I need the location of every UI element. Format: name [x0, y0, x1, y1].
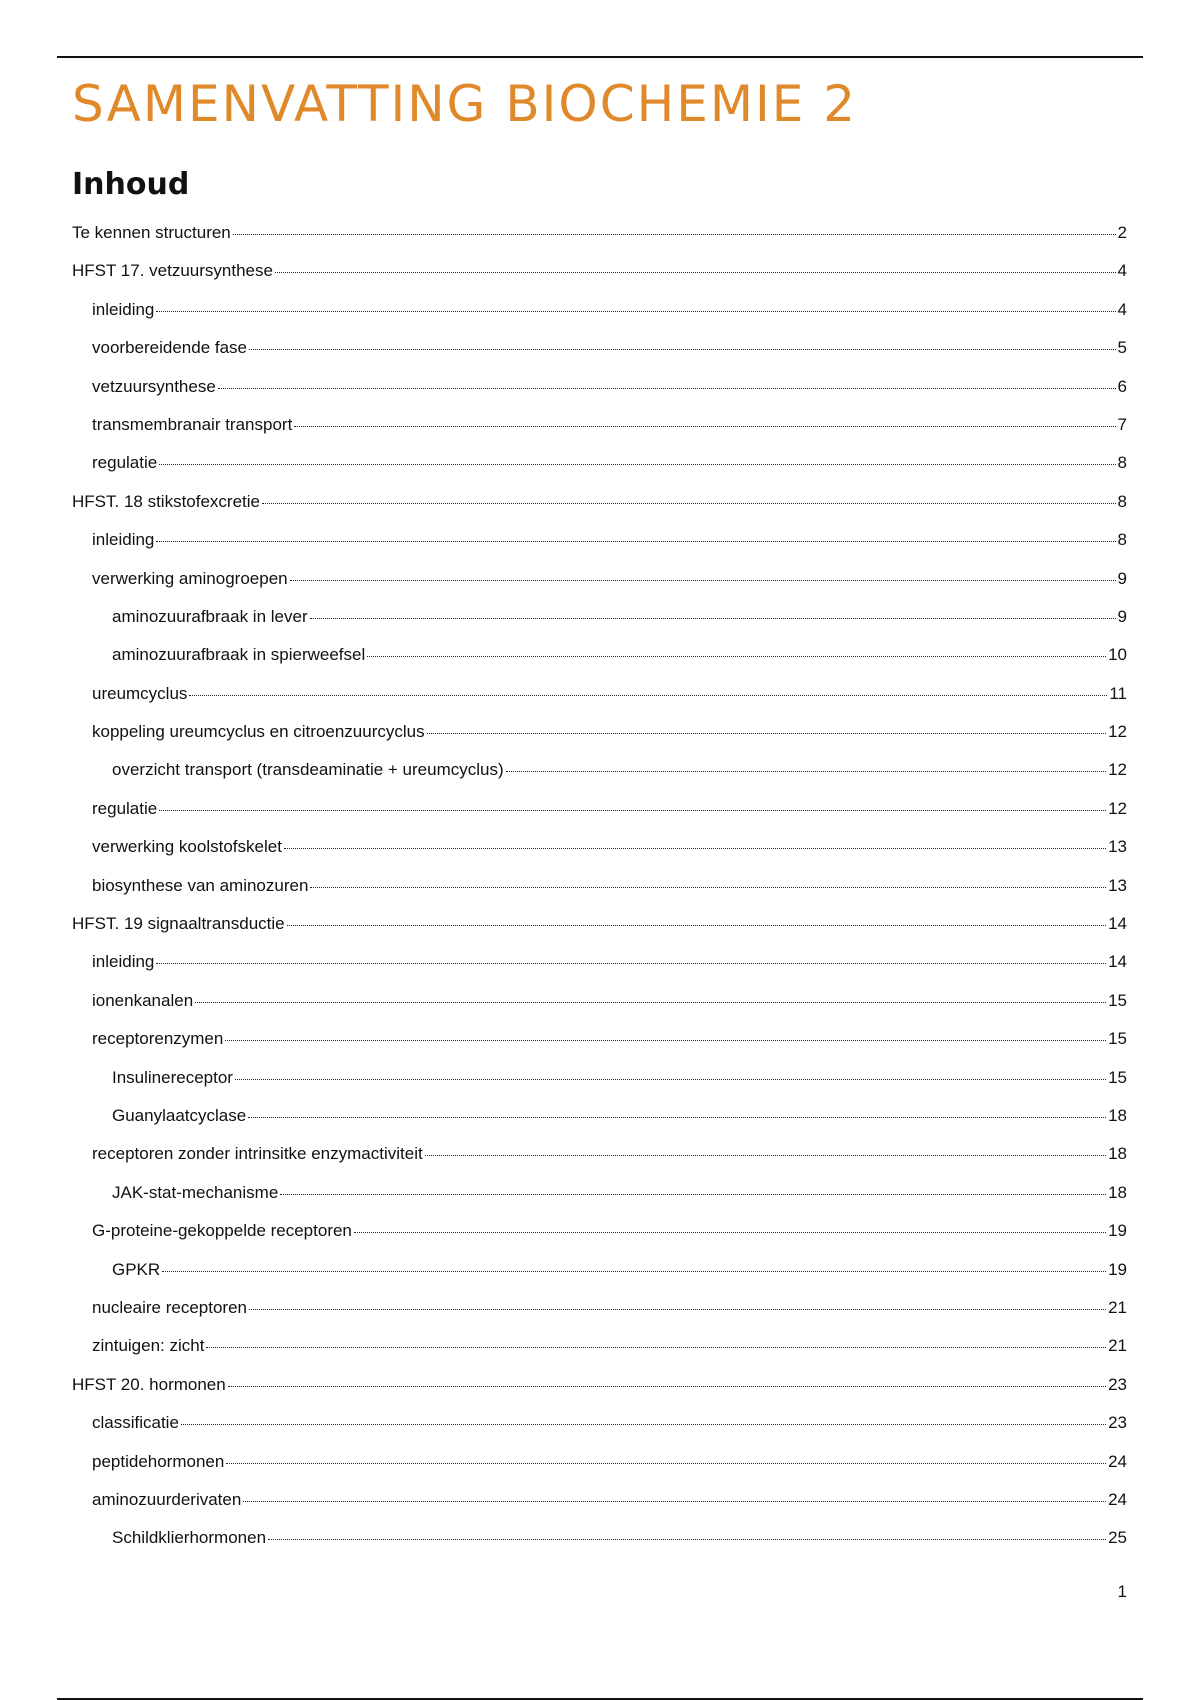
toc-entry[interactable]: [72, 1212, 1127, 1250]
toc-entry-page: 9: [1117, 568, 1127, 588]
toc-dot-leader: [284, 848, 1106, 849]
toc-entry[interactable]: [72, 751, 1127, 789]
toc-entry[interactable]: [72, 1251, 1127, 1289]
toc-entry[interactable]: [72, 598, 1127, 636]
toc-entry-page: 21: [1108, 1297, 1127, 1317]
toc-entry-label: HFST. 18 stikstofexcretie: [72, 491, 261, 511]
toc-entry[interactable]: [72, 1366, 1127, 1404]
toc-entry-page: 12: [1108, 798, 1127, 818]
toc-dot-leader: [425, 1155, 1106, 1156]
toc-entry[interactable]: [72, 483, 1127, 521]
toc-entry-page: 18: [1108, 1105, 1127, 1125]
toc-dot-leader: [159, 464, 1115, 465]
toc-dot-leader: [367, 656, 1106, 657]
toc-entry-label: ionenkanalen: [92, 990, 194, 1010]
toc-entry-label: Schildklierhormonen: [112, 1528, 267, 1548]
toc-entry-page: 24: [1108, 1451, 1127, 1471]
toc-entry-label: biosynthese van aminozuren: [92, 875, 309, 895]
toc-dot-leader: [162, 1271, 1106, 1272]
toc-entry-label: classificatie: [92, 1413, 179, 1433]
toc-entry-label: transmembranair transport: [92, 414, 293, 434]
toc-entry-page: 13: [1108, 837, 1127, 857]
document-title: SAMENVATTING BIOCHEMIE 2: [72, 75, 858, 133]
toc-dot-leader: [243, 1501, 1106, 1502]
toc-entry-label: G-proteine-gekoppelde receptoren: [92, 1221, 352, 1241]
toc-entry-label: HFST. 19 signaaltransductie: [72, 914, 285, 934]
toc-entry-page: 4: [1117, 299, 1127, 319]
toc-entry-label: inleiding: [92, 952, 155, 972]
toc-entry[interactable]: [72, 1327, 1127, 1365]
toc-entry[interactable]: [72, 828, 1127, 866]
toc-entry-page: 15: [1108, 1029, 1127, 1049]
toc-entry[interactable]: [72, 1481, 1127, 1519]
toc-entry-page: 10: [1108, 645, 1127, 665]
toc-entry-label: aminozuurderivaten: [92, 1489, 242, 1509]
toc-entry-label: verwerking koolstofskelet: [92, 837, 282, 857]
toc-entry-page: 2: [1117, 223, 1127, 242]
toc-entry-page: 25: [1108, 1528, 1127, 1548]
toc-entry-label: inleiding: [92, 299, 155, 319]
toc-entry-label: HFST 20. hormonen: [72, 1374, 226, 1394]
toc-entry-page: 8: [1117, 453, 1127, 473]
toc-dot-leader: [218, 388, 1116, 389]
toc-dot-leader: [228, 1386, 1106, 1387]
toc-entry-label: voorbereidende fase: [92, 338, 248, 358]
toc-entry-label: Insulinereceptor: [112, 1067, 233, 1087]
toc-dot-leader: [235, 1079, 1106, 1080]
page-number: 1: [1117, 1582, 1127, 1601]
toc-entry[interactable]: [72, 1097, 1127, 1135]
toc-dot-leader: [310, 618, 1116, 619]
toc-dot-leader: [268, 1539, 1106, 1540]
toc-entry[interactable]: [72, 252, 1127, 290]
toc-entry[interactable]: [72, 943, 1127, 981]
toc-entry[interactable]: [72, 1289, 1127, 1327]
toc-entry[interactable]: [72, 636, 1127, 674]
toc-entry-page: 5: [1117, 338, 1127, 358]
toc-entry[interactable]: [72, 214, 1127, 252]
toc-entry-label: HFST 17. vetzuursynthese: [72, 261, 273, 281]
toc-entry[interactable]: [72, 713, 1127, 751]
toc-dot-leader: [156, 541, 1115, 542]
toc-entry-label: koppeling ureumcyclus en citroenzuurcyclus: [92, 722, 425, 742]
toc-entry-page: 15: [1108, 1067, 1127, 1087]
toc-dot-leader: [189, 695, 1107, 696]
toc-entry[interactable]: [72, 291, 1127, 329]
toc-entry[interactable]: [72, 1059, 1127, 1097]
toc-dot-leader: [195, 1002, 1106, 1003]
toc-entry[interactable]: [72, 982, 1127, 1020]
toc-dot-leader: [290, 580, 1116, 581]
toc-entry-page: 14: [1108, 952, 1127, 972]
toc-entry[interactable]: [72, 790, 1127, 828]
toc-dot-leader: [249, 349, 1116, 350]
toc-entry-page: 18: [1108, 1182, 1127, 1202]
toc-entry-label: Te kennen structuren: [72, 223, 231, 242]
toc-entry-page: 12: [1108, 760, 1127, 780]
toc-entry-page: 13: [1108, 875, 1127, 895]
toc-entry-label: inleiding: [92, 530, 155, 550]
table-of-contents: [72, 214, 1127, 1558]
toc-dot-leader: [206, 1347, 1106, 1348]
toc-entry-label: aminozuurafbraak in spierweefsel: [112, 645, 366, 665]
toc-entry-page: 14: [1108, 914, 1127, 934]
toc-entry-page: 23: [1108, 1413, 1127, 1433]
toc-dot-leader: [156, 311, 1115, 312]
toc-entry-page: 19: [1108, 1221, 1127, 1241]
toc-dot-leader: [226, 1463, 1106, 1464]
toc-entry[interactable]: [72, 1135, 1127, 1173]
toc-dot-leader: [280, 1194, 1106, 1195]
toc-entry-label: vetzuursynthese: [92, 376, 216, 396]
toc-entry-page: 9: [1117, 606, 1127, 626]
toc-dot-leader: [275, 272, 1116, 273]
toc-entry-label: overzicht transport (transdeaminatie + ureumcyclus): [112, 760, 504, 780]
toc-entry-page: 8: [1117, 491, 1127, 511]
toc-entry-page: 4: [1117, 261, 1127, 281]
toc-entry[interactable]: [72, 1404, 1127, 1442]
toc-entry[interactable]: [72, 329, 1127, 367]
toc-heading: Inhoud: [72, 167, 190, 202]
toc-entry[interactable]: [72, 1519, 1127, 1557]
toc-dot-leader: [506, 771, 1106, 772]
toc-dot-leader: [233, 234, 1116, 235]
toc-entry-label: GPKR: [112, 1259, 161, 1279]
toc-entry-label: zintuigen: zicht: [92, 1336, 205, 1356]
toc-entry-label: receptoren zonder intrinsitke enzymactiviteit: [92, 1144, 423, 1164]
toc-entry-label: Guanylaatcyclase: [112, 1105, 247, 1125]
toc-dot-leader: [354, 1232, 1106, 1233]
toc-dot-leader: [249, 1309, 1106, 1310]
toc-dot-leader: [225, 1040, 1106, 1041]
toc-dot-leader: [310, 887, 1106, 888]
toc-entry-page: 15: [1108, 990, 1127, 1010]
toc-dot-leader: [248, 1117, 1106, 1118]
toc-entry-page: 11: [1109, 683, 1127, 703]
toc-entry[interactable]: [72, 368, 1127, 406]
toc-entry[interactable]: [72, 1020, 1127, 1058]
toc-dot-leader: [427, 733, 1106, 734]
toc-entry-label: regulatie: [92, 798, 158, 818]
toc-dot-leader: [287, 925, 1106, 926]
toc-entry[interactable]: [72, 867, 1127, 905]
toc-entry[interactable]: [72, 675, 1127, 713]
toc-dot-leader: [156, 963, 1106, 964]
toc-entry-label: peptidehormonen: [92, 1451, 225, 1471]
toc-entry-label: verwerking aminogroepen: [92, 568, 288, 588]
toc-entry-page: 8: [1117, 530, 1127, 550]
toc-dot-leader: [294, 426, 1115, 427]
toc-entry[interactable]: [72, 1443, 1127, 1481]
toc-entry-page: 6: [1117, 376, 1127, 396]
toc-entry-page: 18: [1108, 1144, 1127, 1164]
toc-entry-label: aminozuurafbraak in lever: [112, 606, 308, 626]
toc-dot-leader: [159, 810, 1106, 811]
toc-entry-page: 12: [1108, 722, 1127, 742]
toc-entry-label: ureumcyclus: [92, 683, 188, 703]
header-rule: [57, 56, 1143, 58]
toc-entry-label: regulatie: [92, 453, 158, 473]
toc-entry-label: nucleaire receptoren: [92, 1297, 247, 1317]
toc-entry[interactable]: [72, 1174, 1127, 1212]
toc-entry-page: 21: [1108, 1336, 1127, 1356]
toc-entry[interactable]: [72, 521, 1127, 559]
toc-dot-leader: [262, 503, 1116, 504]
toc-entry[interactable]: [72, 560, 1127, 598]
toc-dot-leader: [181, 1424, 1106, 1425]
toc-entry-label: receptorenzymen: [92, 1029, 224, 1049]
toc-entry[interactable]: [72, 406, 1127, 444]
toc-entry-page: 19: [1108, 1259, 1127, 1279]
toc-entry[interactable]: [72, 905, 1127, 943]
toc-entry-page: 23: [1108, 1374, 1127, 1394]
toc-entry-page: 7: [1117, 414, 1127, 434]
toc-entry-label: JAK-stat-mechanisme: [112, 1182, 279, 1202]
toc-entry[interactable]: [72, 444, 1127, 482]
toc-entry-page: 24: [1108, 1489, 1127, 1509]
